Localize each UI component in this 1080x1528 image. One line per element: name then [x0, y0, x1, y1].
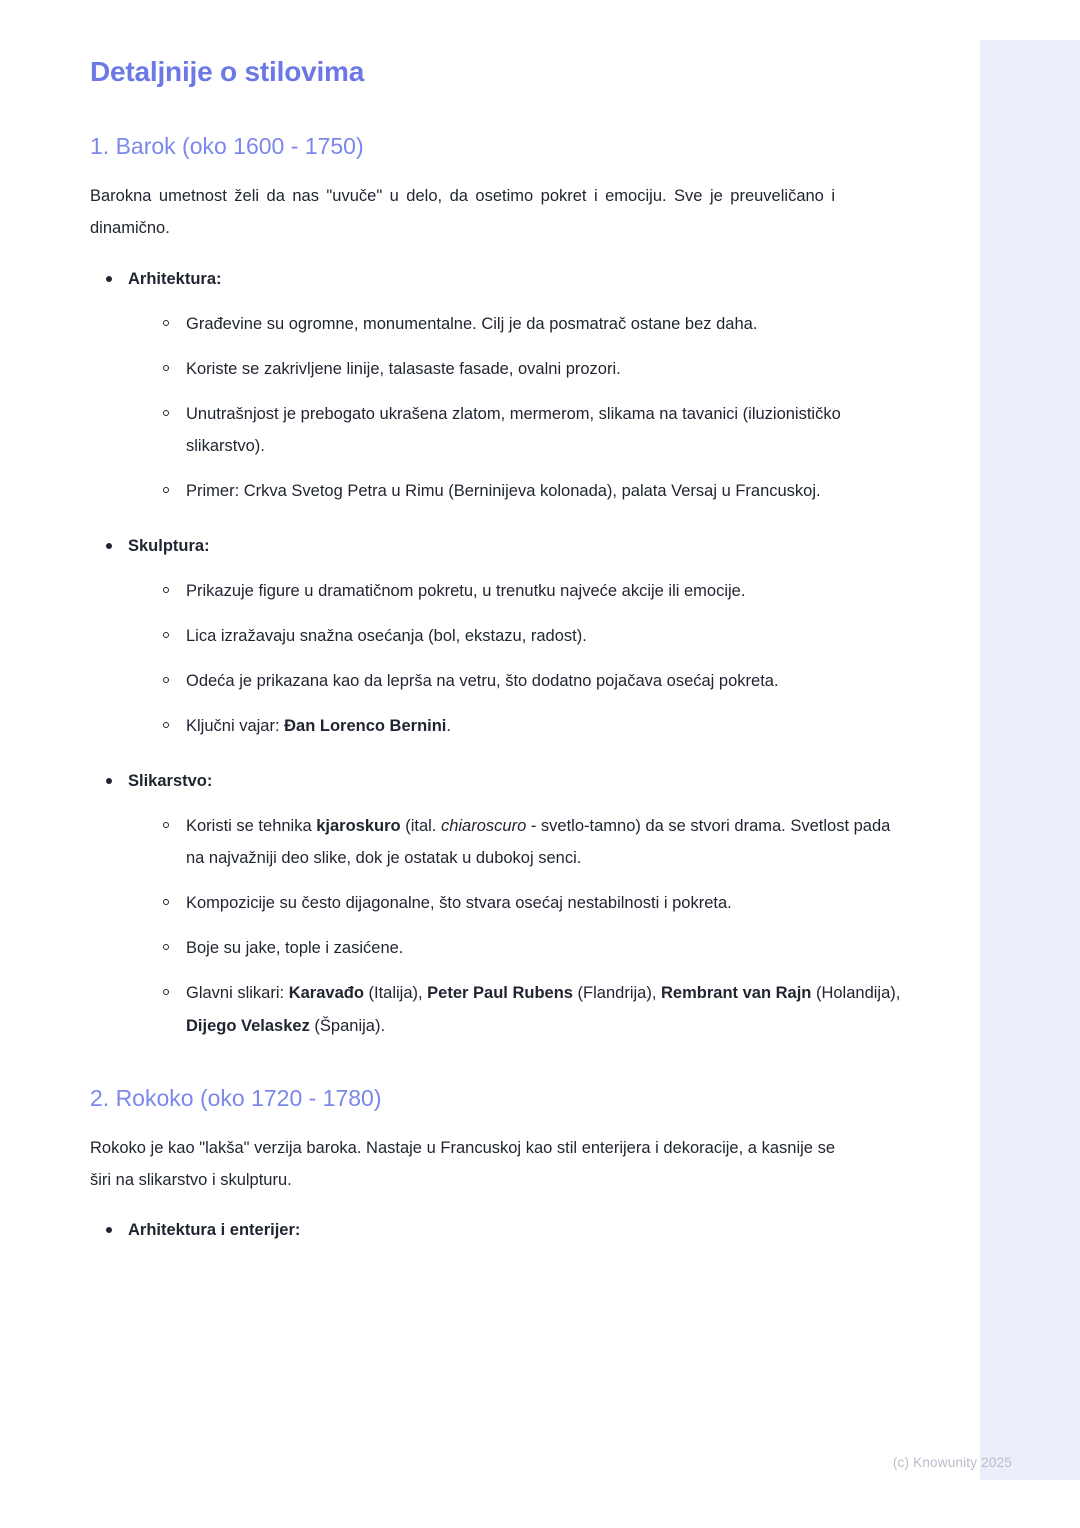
list-item-kjaroskuro: Koristi se tehnika kjaroskuro (ital. chiaroscuro - svetlo-tamno) da se stvori drama. Svetlost pada na najvažniji deo slike, dok je ostatak u dubokoj senci. [156, 810, 906, 874]
list-item-bernini: Ključni vajar: Đan Lorenco Bernini. [156, 710, 906, 742]
barok-group-list [90, 263, 990, 1042]
rokoko-group-list [90, 1214, 990, 1246]
group-label: Arhitektura i enterijer: [128, 1220, 301, 1239]
section-heading-barok: 1. Barok (oko 1600 - 1750) [90, 133, 364, 160]
arhitektura-sublist [128, 308, 990, 508]
section-heading-rokoko: 2. Rokoko (oko 1720 - 1780) [90, 1084, 382, 1111]
list-item: Unutrašnjost je prebogato ukrašena zlatom, mermerom, slikama na tavanici (iluzionističko slikarstvo). [156, 398, 906, 462]
group-label: Slikarstvo: [128, 771, 213, 790]
skulptura-sublist [128, 575, 990, 743]
list-item-skulptura [94, 530, 990, 743]
list-item: Lica izražavaju snažna osećanja (bol, ekstazu, radost). [156, 620, 906, 652]
list-item: Boje su jake, tople i zasićene. [156, 932, 906, 964]
list-item-slikarstvo [94, 765, 990, 1042]
list-item: Koriste se zakrivljene linije, talasaste fasade, ovalni prozori. [156, 353, 906, 385]
section-intro-barok: Barokna umetnost želi da nas "uvuče" u delo, da osetimo pokret i emociju. Sve je preuveličano i dinamično. [90, 187, 835, 238]
list-item: Kompozicije su često dijagonalne, što stvara osećaj nestabilnosti i pokreta. [156, 887, 906, 919]
section-intro-rokoko: Rokoko je kao "lakša" verzija baroka. Nastaje u Francuskoj kao stil enterijera i dekoracije, a kasnije se širi na slikarstvo i skulpturu. [90, 1138, 835, 1189]
group-label: Skulptura: [128, 536, 210, 555]
list-item-slikari: Glavni slikari: Karavađo (Italija), Peter Paul Rubens (Flandrija), Rembrant van Rajn (Holandija), Dijego Velaskez (Španija). [156, 977, 906, 1041]
list-item-arhitektura-enterijer [94, 1214, 990, 1246]
watermark: (c) Knowunity 2025 [892, 1455, 1012, 1470]
list-item-arhitektura [94, 263, 990, 508]
slikarstvo-sublist [128, 810, 990, 1042]
group-label: Arhitektura: [128, 269, 222, 288]
list-item: Građevine su ogromne, monumentalne. Cilj je da posmatrač ostane bez daha. [156, 308, 906, 340]
list-item: Odeća je prikazana kao da leprša na vetru, što dodatno pojačava osećaj pokreta. [156, 665, 906, 697]
list-item: Prikazuje figure u dramatičnom pokretu, u trenutku najveće akcije ili emocije. [156, 575, 906, 607]
page-title: Detaljnije o stilovima [90, 56, 365, 87]
list-item: Primer: Crkva Svetog Petra u Rimu (Berninijeva kolonada), palata Versaj u Francuskoj. [156, 475, 906, 507]
